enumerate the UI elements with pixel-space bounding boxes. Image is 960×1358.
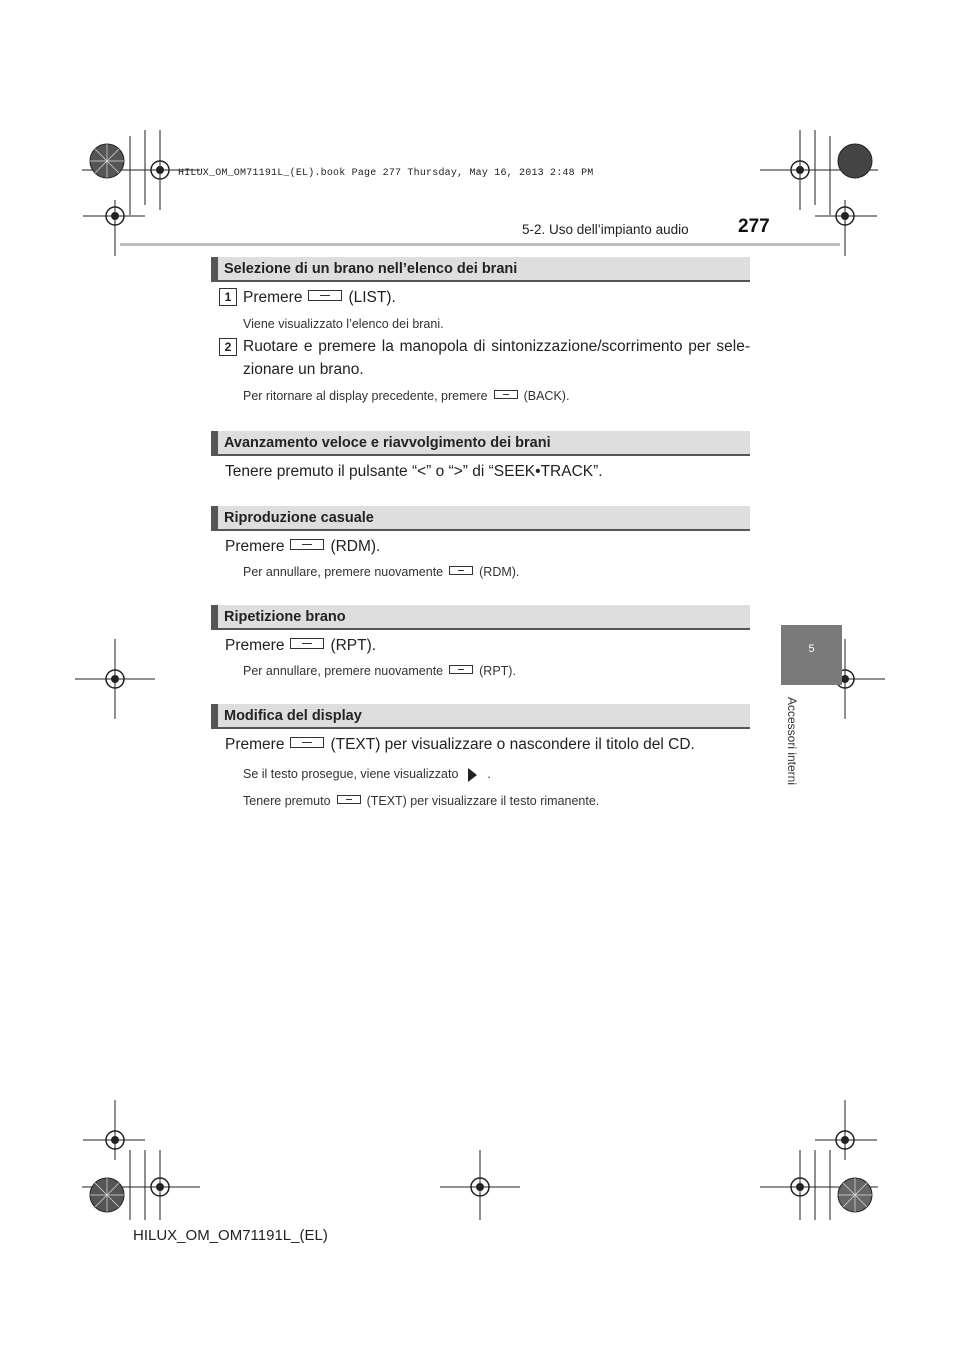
section-heading-repeat [211,605,750,630]
note-text: Viene visualizzato l’elenco dei brani. [243,317,444,331]
section-title: Avanzamento veloce e riavvolgimento dei brani [224,435,551,451]
list-button-icon [308,290,342,301]
section-heading-display [211,704,750,729]
page-number: 277 [738,216,770,237]
chapter-side-label: Accessori interni [785,696,799,786]
text-button-icon [337,795,361,804]
body-text: Premere (TEXT) per visualizzare o nascondere il titolo del CD. [225,736,695,753]
body-text: Premere (RPT). [225,637,377,654]
note-text: Per ritornare al display precedente, premere (BACK). [243,389,570,403]
note-text: Tenere premuto (TEXT) per visualizzare il testo rimanente. [243,794,600,808]
note-text: Se il testo prosegue, viene visualizzato . [243,767,491,781]
step-number: 1 [219,288,237,306]
section-title: Selezione di un brano nell’elenco dei brani [224,261,518,277]
step-number: 2 [219,338,237,356]
header-section-label: 5-2. Uso dell’impianto audio [522,222,689,237]
section-heading-select-track [211,257,750,282]
step-text: Ruotare e premere la manopola di sintonizzazione/scorrimento per sele- [243,338,750,355]
note-text: Per annullare, premere nuovamente (RDM). [243,565,520,579]
back-button-icon [494,390,518,399]
body-text: Tenere premuto il pulsante “<” o “>” di “SEEK•TRACK”. [225,463,603,480]
rdm-button-icon [449,566,473,575]
rpt-button-icon [449,665,473,674]
footer-code: HILUX_OM_OM71191L_(EL) [133,1227,328,1244]
chapter-tab [781,625,842,685]
note-text: Per annullare, premere nuovamente (RPT). [243,664,516,678]
continue-arrow-icon [468,768,477,782]
section-heading-random [211,506,750,531]
rdm-button-icon [290,539,324,550]
section-heading-fast-forward [211,431,750,456]
section-title: Ripetizione brano [224,609,346,625]
section-title: Modifica del display [224,708,362,724]
chapter-number: 5 [808,643,815,655]
book-info-line: HILUX_OM_OM71191L_(EL).book Page 277 Thursday, May 16, 2013 2:48 PM [178,168,594,179]
step-text-cont: zionare un brano. [243,361,364,378]
step-text: Premere (LIST). [243,289,396,306]
section-title: Riproduzione casuale [224,510,374,526]
header-rule [120,243,840,246]
body-text: Premere (RDM). [225,538,381,555]
rpt-button-icon [290,638,324,649]
text-button-icon [290,737,324,748]
